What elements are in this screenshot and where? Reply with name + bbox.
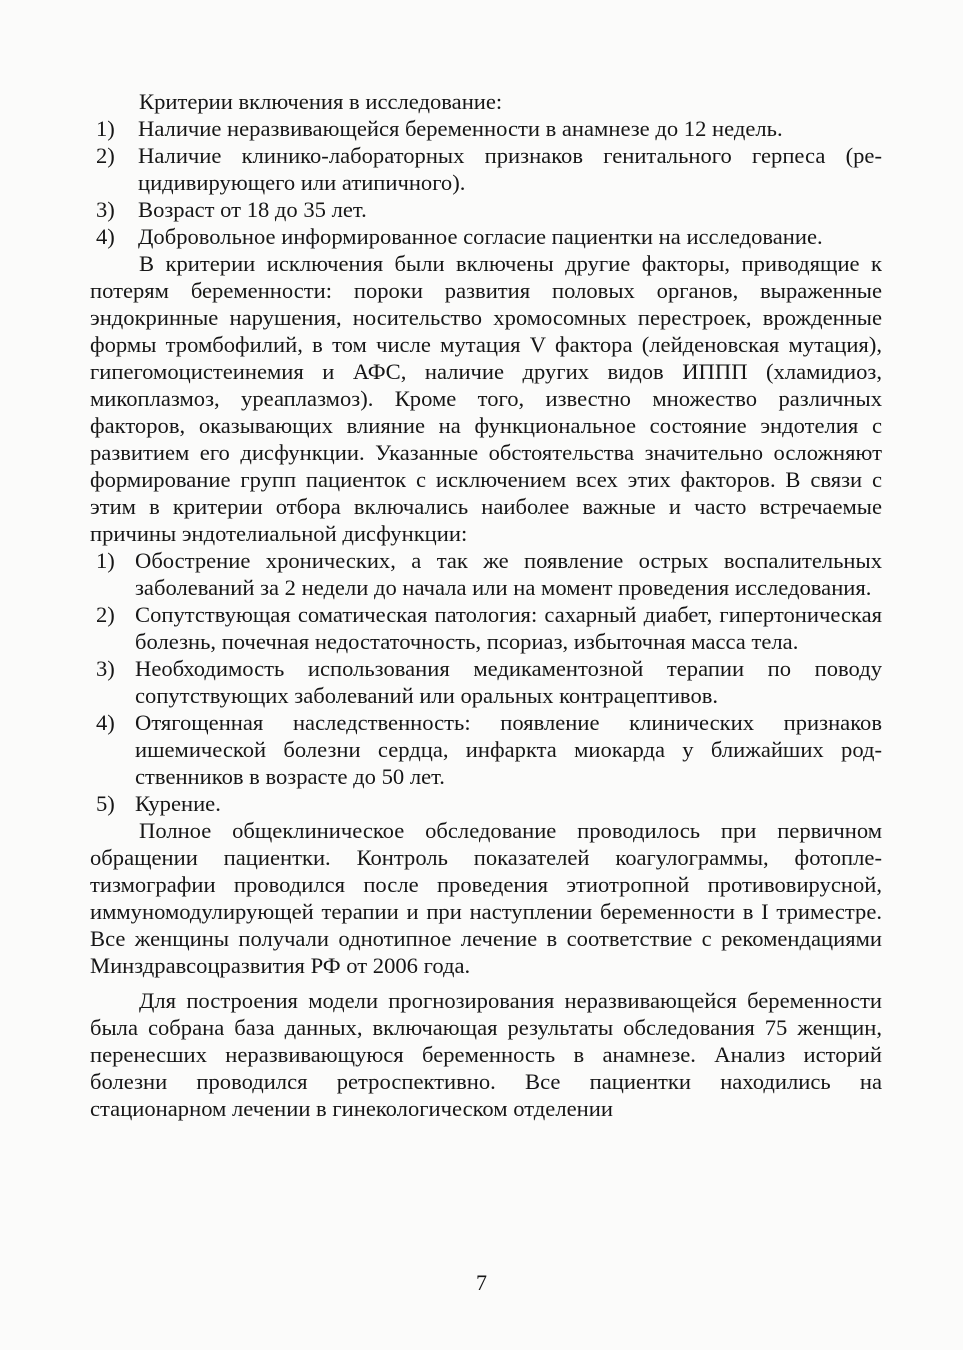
list-item (90, 790, 882, 817)
list-item (90, 601, 882, 655)
list-item-number: 5) (96, 791, 115, 816)
list-item (90, 655, 882, 709)
list-item-number: 3) (96, 197, 115, 222)
inclusion-criteria-heading: Критерии включения в исследование: (139, 89, 503, 114)
selection-criteria-list (90, 547, 882, 817)
list-item-number: 3) (96, 656, 115, 681)
list-item (90, 115, 882, 142)
page-number: 7 (476, 1270, 487, 1295)
list-item (90, 142, 882, 196)
list-item-text: Отягощенная наследственность: появление клинических признаков ишемической болезни сердца, инфаркта миокарда у ближайших родственников в возрасте до 50 лет. (135, 710, 882, 789)
list-item (90, 547, 882, 601)
list-item-number: 2) (96, 602, 115, 627)
exclusion-criteria-paragraph: В критерии исключения были включены другие факторы, приводящие к потерям беременности: пороки развития половых органов, выраженные эндокринные нарушения, носительство хромосомных перестроек, врожденные формы тромбофилий, в том числе мутация V фактора (лейденовская мутация), гипегомоцистеинемия и АФС, наличие других видов ИППП (хламидиоз, микоплазмоз, уреаплазмоз). Кроме того, известно множество различных факторов, оказывающих влияние на функциональное состояние эндотелия с развитием его дисфункции. Указанные обстоятельства значительно осложняют формирование групп пациенток с исключением всех этих факторов. В связи с этим в критерии отбора включались наиболее важные и часто встречаемые причины эндотелиальной дисфункции: (90, 251, 882, 546)
list-item (90, 223, 882, 250)
inclusion-criteria-list (90, 115, 882, 250)
list-item-text: Необходимость использования медикаментозной терапии по поводу сопутствующих заболеваний или оральных контрацептивов. (135, 656, 882, 708)
list-item-number: 4) (96, 710, 115, 735)
list-item-number: 1) (96, 116, 115, 141)
document-page (90, 88, 882, 1122)
list-item (90, 196, 882, 223)
list-item-number: 2) (96, 143, 115, 168)
prognosis-model-paragraph: Для построения модели прогнозирования неразвивающейся беременности была собрана база данных, включающая результаты обследования 75 женщин, перенесших неразвивающуюся беременность в анамнезе. Анализ историй болезни проводился ретроспективно. Все пациентки находились на стационарном лечении в гинекологическом отделении (90, 988, 882, 1121)
list-item-text: Сопутствующая соматическая патология: сахарный диабет, гипертоническая болезнь, почечная недостаточность, псориаз, избыточная масса тела. (135, 602, 882, 654)
examination-paragraph: Полное общеклиническое обследование проводилось при первичном обращении пациентки. Контроль показателей коагулограммы, фотоплетизмографии проводился после проведения этиотропной противовирусной, иммуномодулирующей терапии и при наступлении беременности в I триместре. Все женщины получали однотипное лечение в соответствие с рекомендациями Минздравсоцразвития РФ от 2006 года. (90, 818, 882, 978)
list-item-text: Наличие неразвивающейся беременности в анамнезе до 12 недель. (138, 116, 783, 141)
list-item-text: Курение. (135, 791, 221, 816)
list-item-number: 4) (96, 224, 115, 249)
list-item-number: 1) (96, 548, 115, 573)
list-item-text: Обострение хронических, а так же появление острых воспалительных заболеваний за 2 недели до начала или на момент проведения исследования. (135, 548, 882, 600)
list-item-text: Возраст от 18 до 35 лет. (138, 197, 367, 222)
list-item-text: Добровольное информированное согласие пациентки на исследование. (138, 224, 823, 249)
list-item-text: Наличие клинико-лабораторных признаков генитального герпеса (рецидивирующего или атипичного). (138, 143, 882, 195)
list-item (90, 709, 882, 790)
